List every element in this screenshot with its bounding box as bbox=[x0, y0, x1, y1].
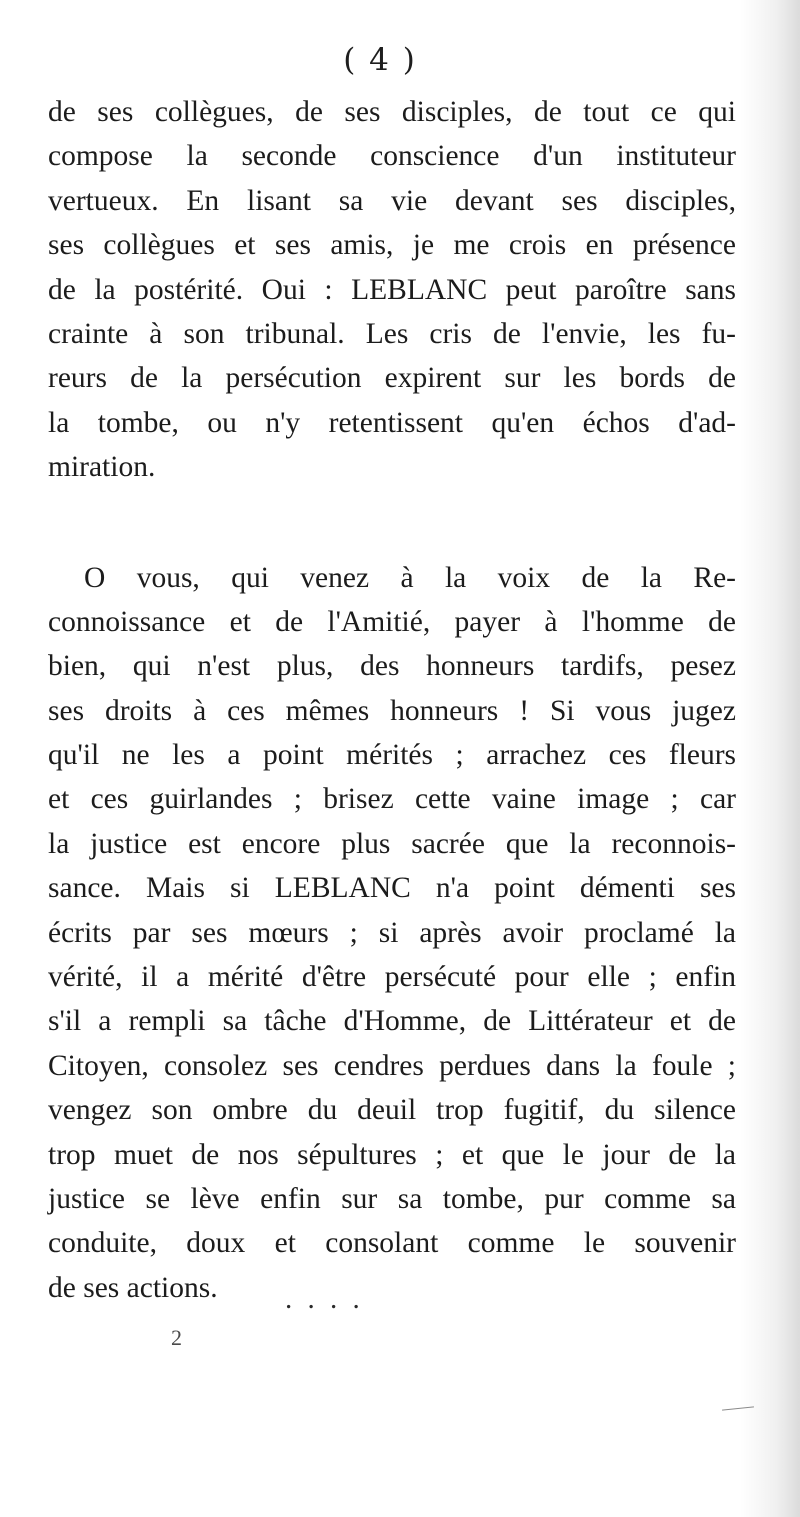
page-edge-shadow bbox=[740, 0, 800, 1517]
text-line: reurs de la persécution expirent sur les bords de bbox=[48, 362, 736, 395]
text-line: justice se lève enfin sur sa tombe, pur comme sa bbox=[48, 1182, 736, 1215]
paragraph-2 bbox=[48, 556, 736, 1311]
page-number: ( 4 ) bbox=[343, 42, 417, 78]
text-line: ses droits à ces mêmes honneurs ! Si vous jugez bbox=[48, 694, 736, 727]
text-line: de ses actions. bbox=[48, 1271, 218, 1304]
paragraph-1 bbox=[48, 90, 736, 490]
text-line: de la postérité. Oui : LEBLANC peut paroître sans bbox=[48, 273, 736, 306]
body-text bbox=[48, 90, 736, 1310]
text-line: crainte à son tribunal. Les cris de l'envie, les fu- bbox=[48, 317, 736, 350]
text-line: O vous, qui venez à la voix de la Re- bbox=[84, 561, 736, 594]
text-line: qu'il ne les a point mérités ; arrachez ces fleurs bbox=[48, 739, 736, 772]
text-line: trop muet de nos sépultures ; et que le jour de la bbox=[48, 1138, 736, 1171]
signature-mark: 2 bbox=[171, 1325, 182, 1350]
text-line: vengez son ombre du deuil trop fugitif, du silence bbox=[48, 1094, 736, 1127]
text-line: compose la seconde conscience d'un instituteur bbox=[48, 140, 736, 173]
text-line: miration. bbox=[48, 451, 156, 484]
text-line: vertueux. En lisant sa vie devant ses disciples, bbox=[48, 184, 736, 217]
text-line: sance. Mais si LEBLANC n'a point démenti ses bbox=[48, 872, 736, 905]
text-line: ses collègues et ses amis, je me crois en présence bbox=[48, 229, 736, 262]
text-line: la justice est encore plus sacrée que la reconnois- bbox=[48, 827, 736, 860]
trailing-ellipsis: . . . . bbox=[285, 1283, 364, 1315]
text-line: vérité, il a mérité d'être persécuté pour elle ; enfin bbox=[48, 961, 736, 994]
text-line: Citoyen, consolez ses cendres perdues dans la foule ; bbox=[48, 1049, 736, 1082]
paragraph-gap bbox=[48, 490, 736, 556]
text-line: écrits par ses mœurs ; si après avoir proclamé la bbox=[48, 916, 736, 949]
text-line: connoissance et de l'Amitié, payer à l'homme de bbox=[48, 605, 736, 638]
text-line: s'il a rempli sa tâche d'Homme, de Littérateur et de bbox=[48, 1005, 736, 1038]
text-line: et ces guirlandes ; brisez cette vaine image ; car bbox=[48, 783, 736, 816]
text-line: conduite, doux et consolant comme le souvenir bbox=[48, 1227, 736, 1260]
text-line: bien, qui n'est plus, des honneurs tardifs, pesez bbox=[48, 650, 736, 683]
text-line: de ses collègues, de ses disciples, de tout ce qui bbox=[48, 96, 736, 128]
text-line: la tombe, ou n'y retentissent qu'en échos d'ad- bbox=[48, 406, 736, 439]
